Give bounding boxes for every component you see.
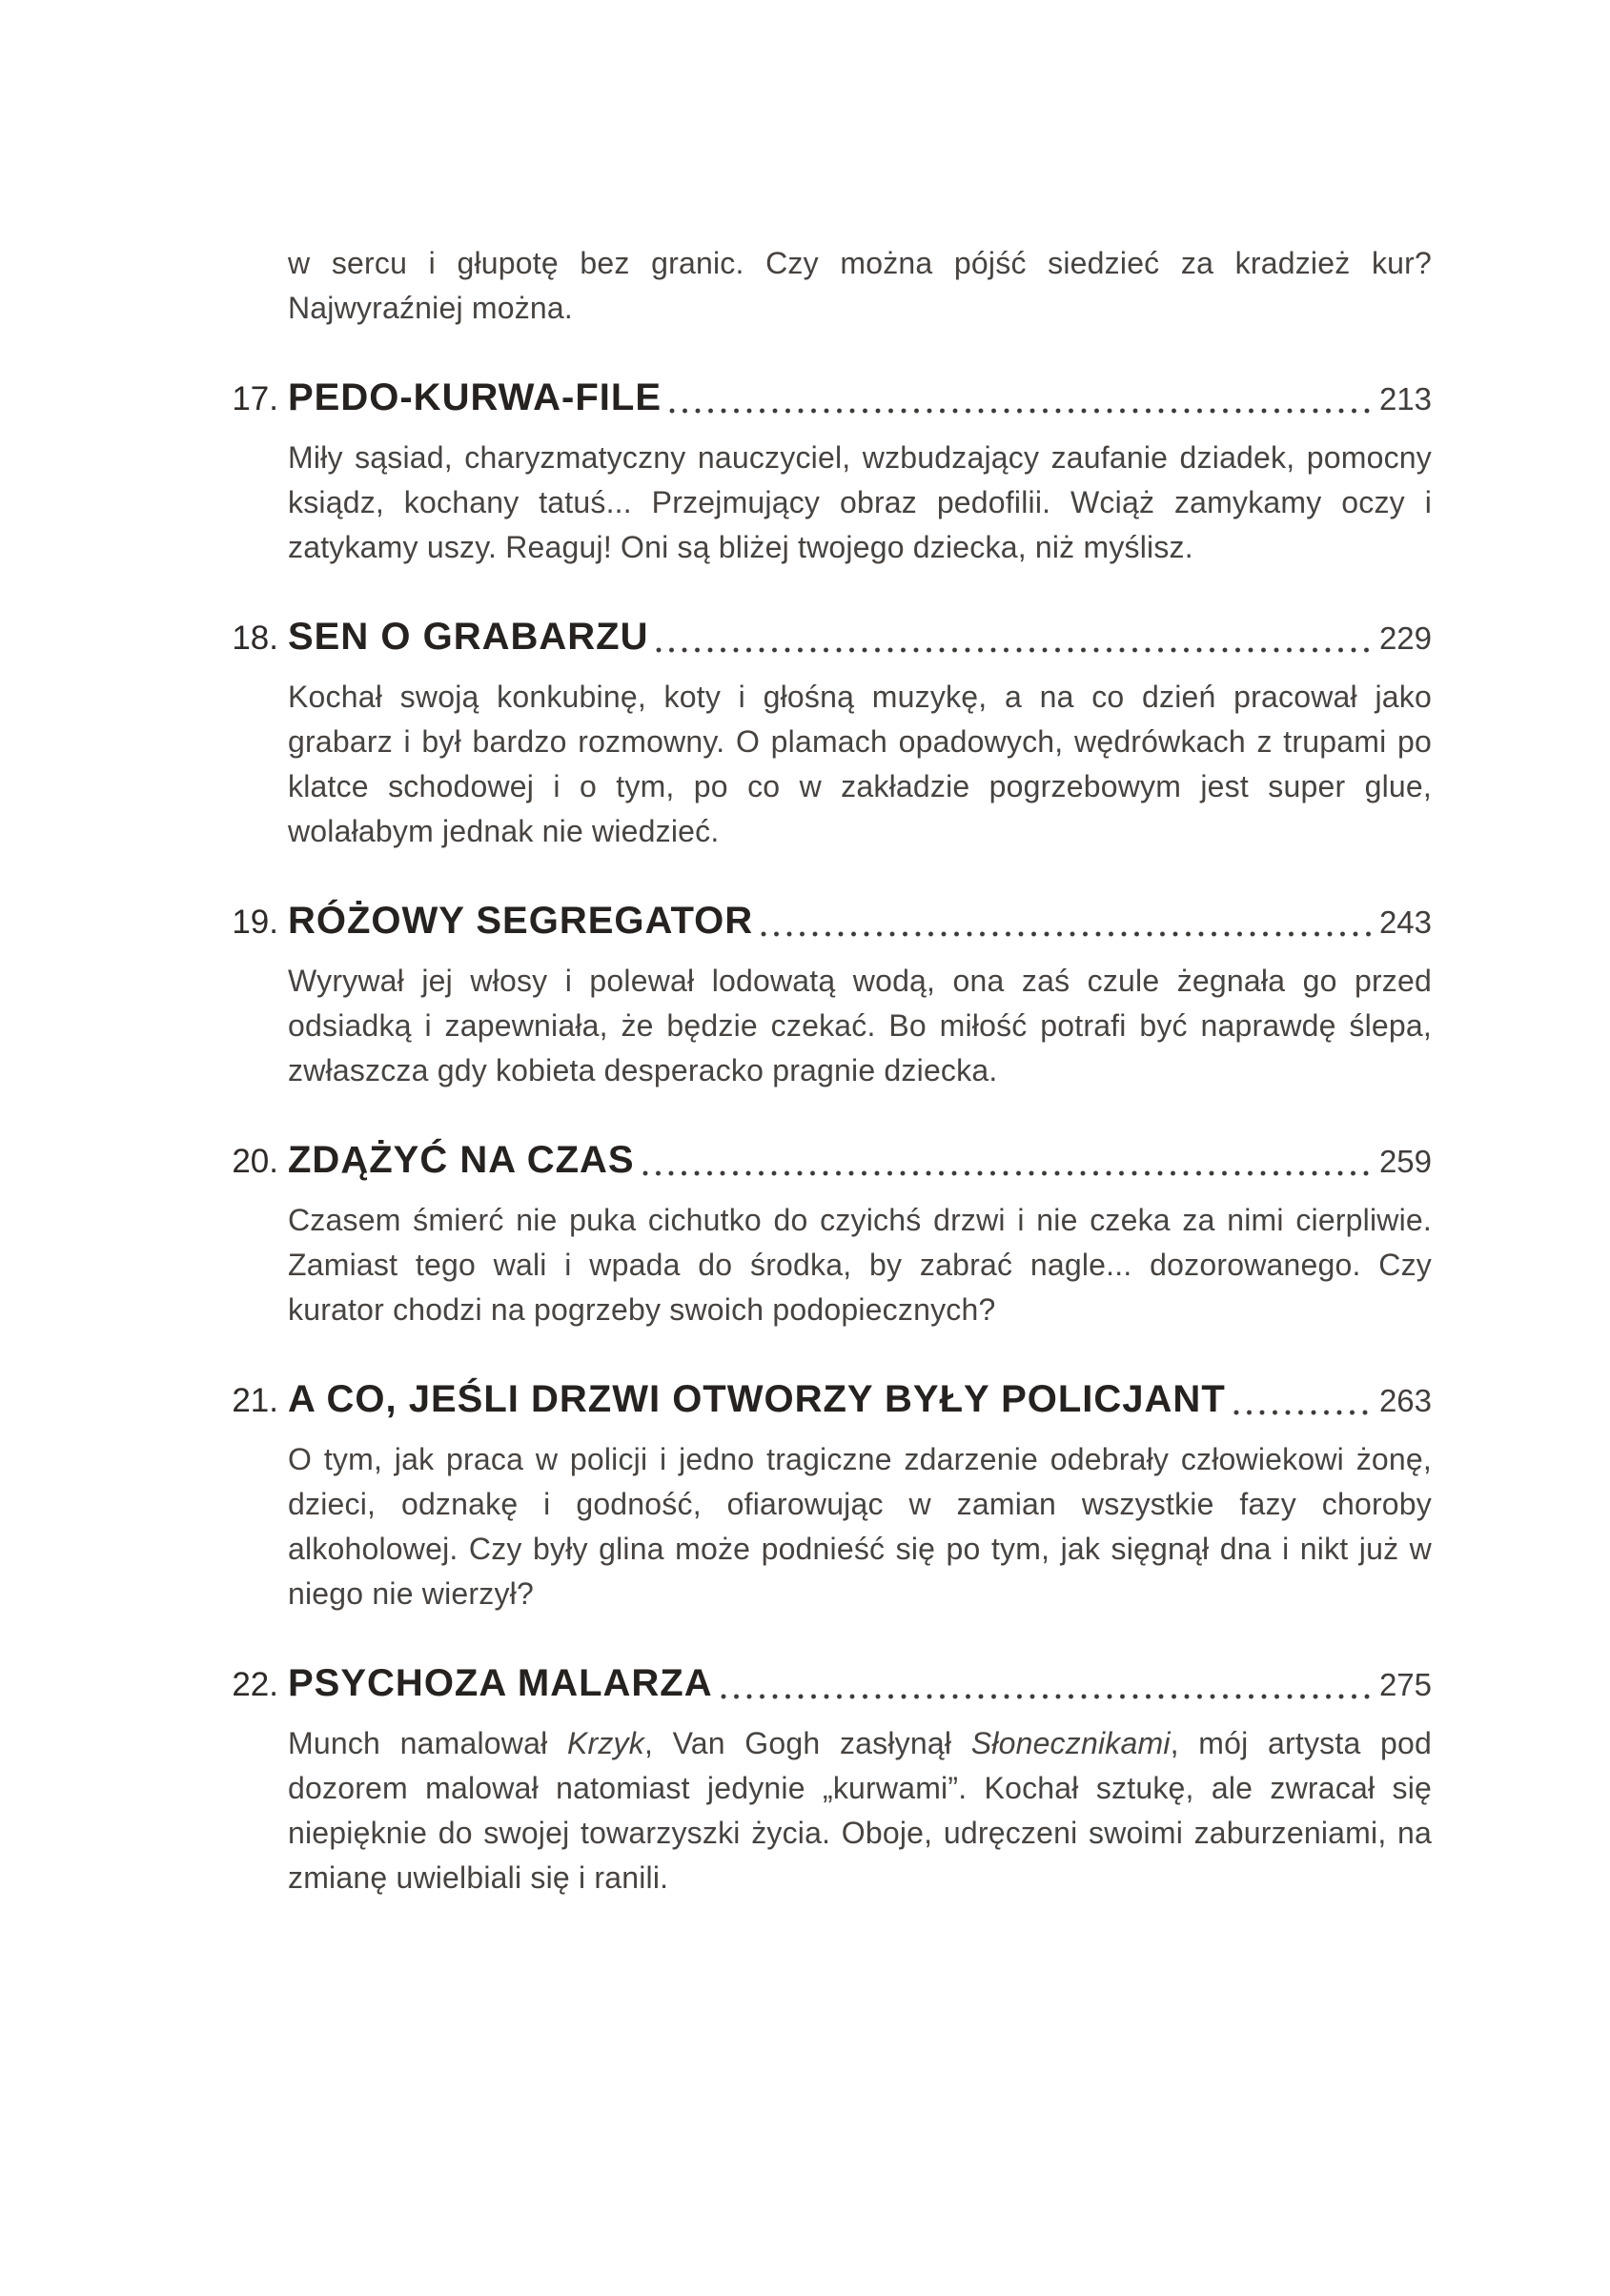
toc-entry [232,614,1432,854]
entry-description: Wyrywał jej włosy i polewał lodowatą wodą, ona zaś czule żegnała go przed odsiadką i zapewniała, że będzie czekać. Bo miłość potrafi być naprawdę ślepa, zwłaszcza gdy kobieta desperacko pragnie dziecka. [288,964,1432,1087]
entry-number: 17. [232,380,278,417]
dot-leader-icon [669,408,1374,414]
entry-title: ZDĄŻYĆ NA CZAS [288,1139,635,1181]
entry-description: O tym, jak praca w policji i jedno tragiczne zdarzenie odebrały człowiekowi żonę, dzieci, odznakę i godność, ofiarowując w zamian wszystkie fazy choroby alkoholowej. Czy były glina może podnieść się po tym, jak sięgnął dna i nikt już w niego nie wierzył? [288,1442,1432,1611]
dot-leader-icon [721,1694,1374,1699]
intro-paragraph-continuation: w sercu i głupotę bez granic. Czy można pójść siedzieć za kradzież kur? Najwyraźniej można. [288,246,1432,325]
entry-page-number: 263 [1378,1383,1432,1418]
entry-title: SEN O GRABARZU [288,616,649,658]
toc-entry-list [232,375,1432,1900]
toc-entry [232,1660,1432,1900]
toc-entry [232,898,1432,1093]
entry-description: Czasem śmierć nie puka cichutko do czyichś drzwi i nie czeka za nimi cierpliwie. Zamiast tego wali i wpada do środka, by zabrać nagle... dozorowanego. Czy kurator chodzi na pogrzeby swoich podopiecznych? [288,1203,1432,1327]
entry-number: 21. [232,1382,278,1419]
entry-number: 19. [232,904,278,941]
entry-heading [232,614,1432,661]
dot-leader-icon [761,931,1374,937]
entry-heading [232,1660,1432,1708]
dot-leader-icon [1233,1410,1374,1415]
toc-entry [232,1376,1432,1616]
entry-number: 22. [232,1666,278,1703]
dot-leader-icon [642,1170,1374,1176]
entry-description: Munch namalował Krzyk, Van Gogh zasłynął Słonecznikami, mój artysta pod dozorem malował natomiast jedynie „kurwami”. Kochał sztukę, ale zwracał się niepięknie do swojej towarzyszki życia. Oboje, udręczeni swoimi zaburzeniami, na zmianę uwielbiali się i ranili. [288,1726,1432,1895]
entry-title: PEDO-KURWA-FILE [288,376,662,418]
entry-heading [232,1376,1432,1424]
entry-heading [232,898,1432,945]
entry-number: 20. [232,1143,278,1180]
entry-description: Kochał swoją konkubinę, koty i głośną muzykę, a na co dzień pracował jako grabarz i był bardzo rozmowny. O plamach opadowych, wędrówkach z trupami po klatce schodowej i o tym, po co w zakładzie pogrzebowym jest super glue, wolałabym jednak nie wiedzieć. [288,680,1432,848]
entry-title: A CO, JEŚLI DRZWI OTWORZY BYŁY POLICJANT [288,1378,1226,1420]
entry-description: Miły sąsiad, charyzmatyczny nauczyciel, wzbudzający zaufanie dziadek, pomocny ksiądz, kochany tatuś... Przejmujący obraz pedofilii. Wciąż zamykamy oczy i zatykamy uszy. Reaguj! Oni są bliżej twojego dziecka, niż myślisz. [288,440,1432,564]
toc-entry [232,1137,1432,1332]
entry-number: 18. [232,620,278,657]
dot-leader-icon [656,647,1373,653]
entry-page-number: 259 [1378,1144,1432,1179]
toc-entry [232,375,1432,570]
entry-page-number: 213 [1378,381,1432,417]
entry-heading [232,375,1432,422]
entry-title: PSYCHOZA MALARZA [288,1662,713,1704]
entry-heading [232,1137,1432,1185]
entry-title: RÓŻOWY SEGREGATOR [288,900,754,942]
entry-page-number: 275 [1378,1667,1432,1702]
entry-page-number: 229 [1378,620,1432,656]
entry-page-number: 243 [1378,904,1432,940]
